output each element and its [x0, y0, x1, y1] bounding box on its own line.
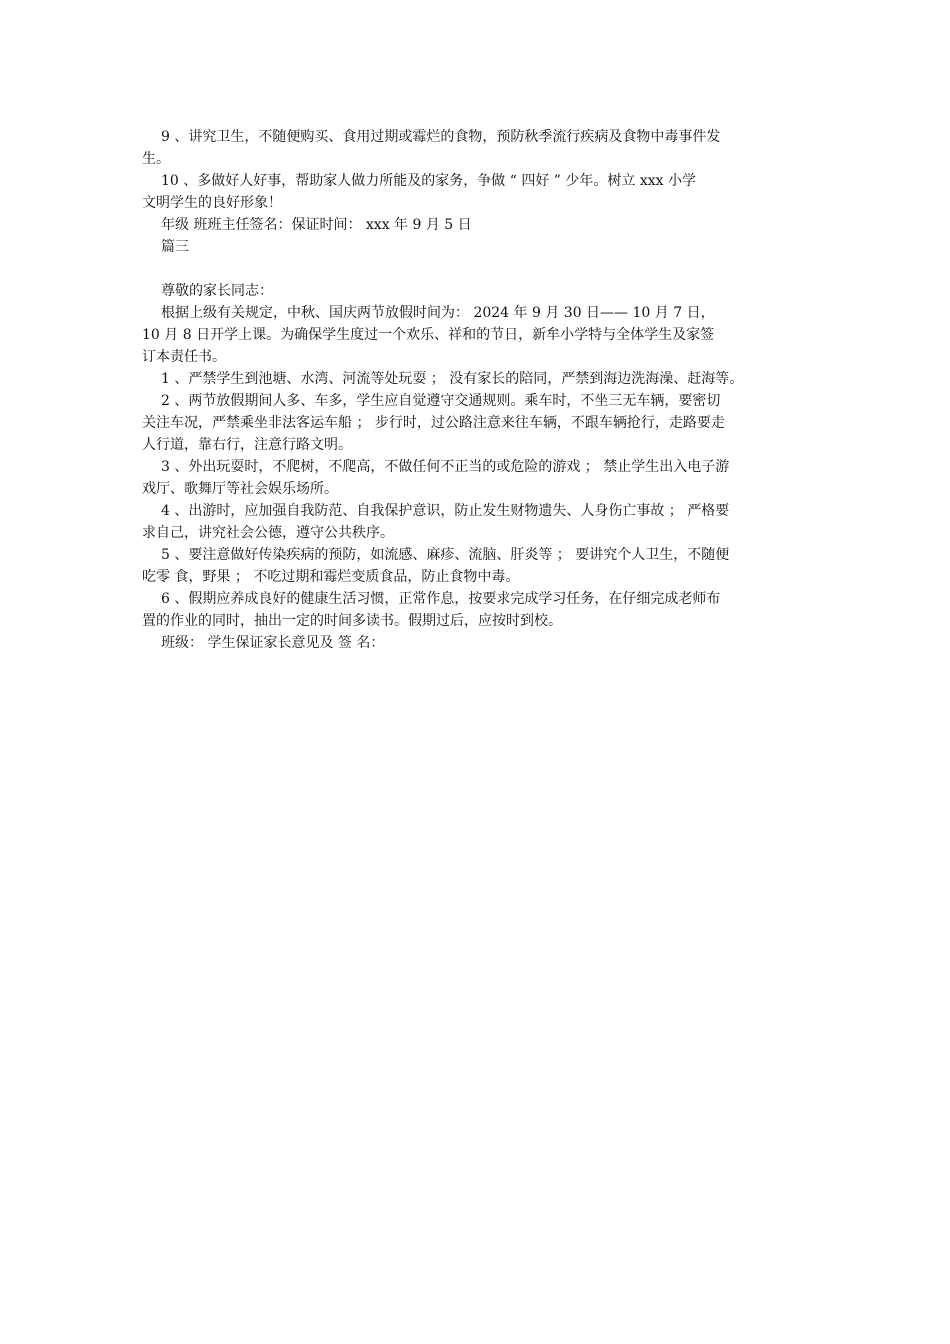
item-5-line-2: 吃零 食，野果 ； 不吃过期和霉烂变质食品，防止食物中毒。: [142, 569, 520, 585]
item-5-line-1: 5 、要注意做好传染疾病的预防，如流感、麻疹、流脑、肝炎等 ； 要讲究个人卫生，不随便: [161, 547, 730, 563]
intro-line-2: 10 月 8 日开学上课。为确保学生度过一个欢乐、祥和的节日，新牟小学特与全体学生及家签: [142, 327, 715, 343]
intro-line-1: 根据上级有关规定，中秋、国庆两节放假时间为： 2024 年 9 月 30 日—— 10 月 7 日，: [161, 305, 715, 321]
item-9-line-1: 9 、讲究卫生，不随便购买、食用过期或霉烂的食物，预防秋季流行疾病及食物中毒事件发: [161, 129, 721, 145]
item-10: [142, 170, 822, 214]
item-3-line-2: 戏厅、歌舞厅等社会娱乐场所。: [142, 481, 338, 497]
item-4-line-1: 4 、出游时，应加强自我防范、自我保护意识，防止发生财物遗失、人身伤亡事故 ； 严格要: [161, 503, 730, 519]
item-10-line-1: 10 、多做好人好事，帮助家人做力所能及的家务，争做 “ 四好 ” 少年。树立 xxx 小学: [161, 173, 696, 189]
item-10-line-2: 文明学生的良好形象！: [142, 195, 282, 211]
intro-paragraph: [142, 302, 822, 368]
item-6-line-2: 置的作业的同时，抽出一定的时间多读书。假期过后，应按时到校。: [142, 613, 562, 629]
item-9: [142, 126, 822, 170]
item-2-line-3: 人行道，靠右行，注意行路文明。: [142, 437, 352, 453]
document-body: [142, 126, 822, 654]
item-6-line-1: 6 、假期应养成良好的健康生活习惯，正常作息，按要求完成学习任务，在仔细完成老师布: [161, 591, 721, 607]
item-5: [142, 544, 822, 588]
item-1: [142, 368, 822, 390]
salutation: 尊敬的家长同志：: [161, 283, 273, 299]
item-3-line-1: 3 、外出玩耍时，不爬树，不爬高，不做任何不正当的或危险的游戏 ； 禁止学生出入电子游: [161, 459, 730, 475]
blank-line: [142, 258, 822, 280]
part-three-signature: 班级： 学生保证家长意见及 签 名：: [161, 635, 385, 651]
item-4-line-2: 求自己，讲究社会公德，遵守公共秩序。: [142, 525, 394, 541]
item-1-line-1: 1 、严禁学生到池塘、水湾、河流等处玩耍 ； 没有家长的陪同，严禁到海边洗海澡、赶海等。: [161, 371, 744, 387]
section-heading: 篇三: [161, 239, 189, 255]
item-6: [142, 588, 822, 632]
item-2-line-2: 关注车况，严禁乘坐非法客运车船 ； 步行时，过公路注意来往车辆，不跟车辆抢行，走路要走: [142, 415, 725, 431]
intro-line-3: 订本责任书。: [142, 349, 226, 365]
part-two-signature: 年级 班班主任签名：保证时间： xxx 年 9 月 5 日: [161, 217, 472, 233]
item-2-line-1: 2 、两节放假期间人多、车多，学生应自觉遵守交通规则。乘车时，不坐三无车辆，要密切: [161, 393, 721, 409]
item-9-line-2: 生。: [142, 151, 170, 167]
item-4: [142, 500, 822, 544]
item-2: [142, 390, 822, 456]
item-3: [142, 456, 822, 500]
